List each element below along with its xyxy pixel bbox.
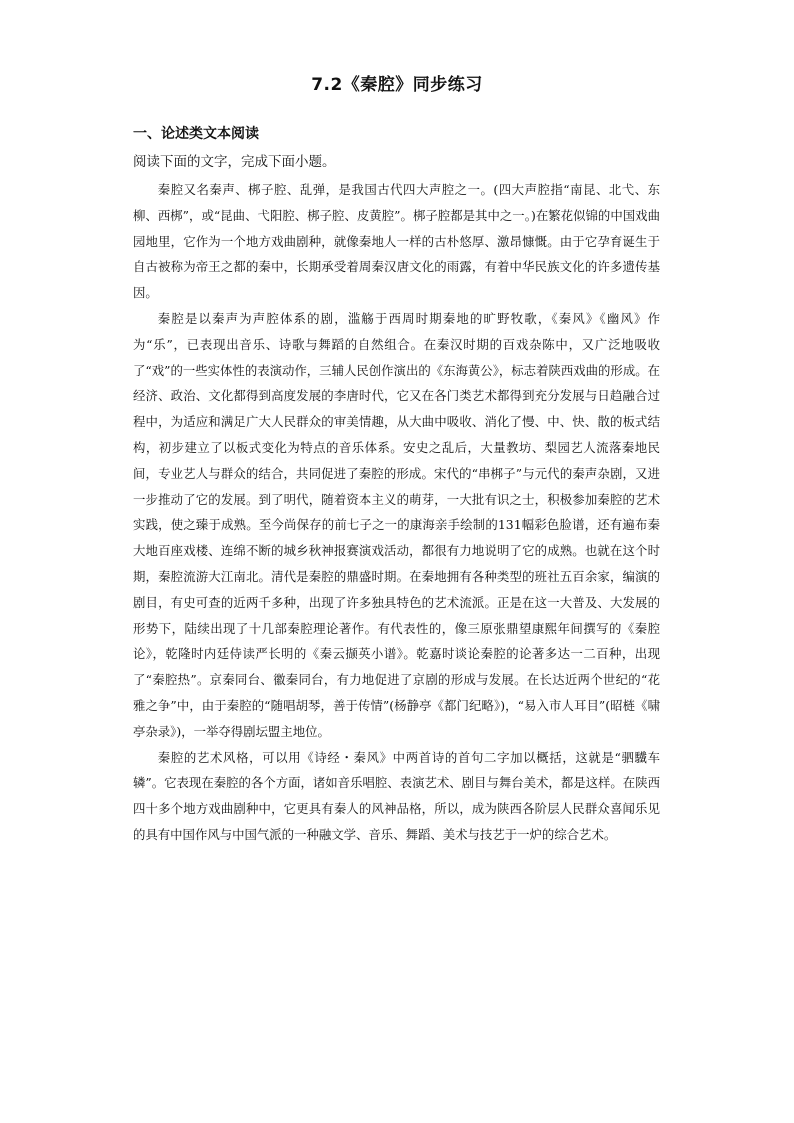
section-heading: 一、论述类文本阅读 bbox=[133, 126, 259, 142]
paragraph-2: 秦腔是以秦声为声腔体系的剧，滥觞于西周时期秦地的旷野牧歌，《秦风》《幽风》作为“乐”，已表现出音乐、诗歌与舞蹈的自然组合。在秦汉时期的百戏杂陈中，又广泛地吸收了“戏”的一些实体性的表演动作，三辅人民创作演出的《东海黄公》，标志着陕西戏曲的形成。在经济、政治、文化都得到高度发展的李唐时代，它又在各门类艺术都得到充分发展与日趋融合过程中，为适应和满足广大人民群众的审美情趣，从大曲中吸收、消化了慢、中、快、散的板式结构，初步建立了以板式变化为特点的音乐体系。安史之乱后，大量教坊、梨园艺人流落秦地民间，专业艺人与群众的结合，共同促进了秦腔的形成。宋代的“串梆子”与元代的秦声杂剧，又进一步推动了它的发展。到了明代，随着资本主义的萌芽，一大批有识之士，积极参加秦腔的艺术实践，使之臻于成熟。至今尚保存的前七子之一的康海亲手绘制的131幅彩色脸谱，还有遍布秦大地百座戏楼、连绵不断的城乡秋神报赛演戏活动，都很有力地说明了它的成熟。也就在这个时期，秦腔流游大江南北。清代是秦腔的鼎盛时期。在秦地拥有各种类型的班社五百余家，编演的剧目，有史可查的近两千多种，出现了许多独具特色的艺术流派。正是在这一大普及、大发展的形势下，陆续出现了十几部秦腔理论著作。有代表性的，像三原张鼎望康熙年间撰写的《秦腔论》，乾隆时内廷侍读严长明的《秦云撷英小谱》。乾嘉时谈论秦腔的论著多达一二百种，出现了“秦腔热”。京秦同台、徽秦同台，有力地促进了京剧的形成与发展。在长达近两个世纪的“花雅之争”中，由于秦腔的“随唱胡琴，善于传情”(杨静亭《都门纪略》)，“易入市人耳目”(昭梿《啸亭杂录》)，一举夺得剧坛盟主地位。 bbox=[133, 310, 660, 739]
reading-instruction: 阅读下面的文字，完成下面小题。 bbox=[133, 154, 336, 170]
paragraph-3: 秦腔的艺术风格，可以用《诗经・秦风》中两首诗的首句二字加以概括，这就是“驷驖车辚”。它表现在秦腔的各个方面，诸如音乐唱腔、表演艺术、剧目与舞台美术，都是这样。在陕西四十多个地方戏曲剧种中，它更具有秦人的风神品格，所以，成为陕西各阶层人民群众喜闻乐见的具有中国作风与中国气派的一种融文学、音乐、舞蹈、美术与技艺于一炉的综合艺术。 bbox=[133, 749, 660, 842]
page-title: 7.2《秦腔》同步练习 bbox=[311, 75, 483, 95]
article-body bbox=[133, 177, 660, 848]
paragraph-1: 秦腔又名秦声、梆子腔、乱弹，是我国古代四大声腔之一。(四大声腔指“南昆、北弋、东柳、西梆”，或“昆曲、弋阳腔、梆子腔、皮黄腔”。梆子腔都是其中之一。)在繁花似锦的中国戏曲园地里，它作为一个地方戏曲剧种，就像秦地人一样的古朴悠厚、激昂慷慨。由于它孕育诞生于自古被称为帝王之都的秦中，长期承受着周秦汉唐文化的雨露，有着中华民族文化的许多遗传基因。 bbox=[133, 182, 660, 301]
